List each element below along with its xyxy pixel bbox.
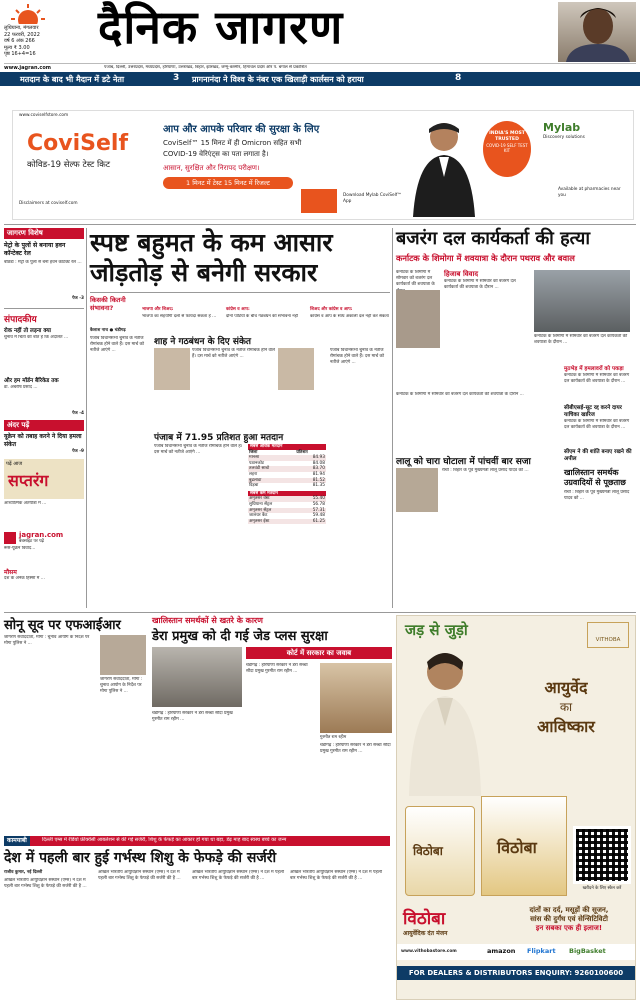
right-story xyxy=(396,228,636,608)
coviself-brand-sub: कोविड-19 सेल्फ टेस्ट किट xyxy=(27,160,111,170)
masthead-portrait xyxy=(558,2,636,62)
top-strip-right[interactable]: प्रागनानंदा ने विश्व के नंबर एक खिलाड़ी कार्लसन को हराया xyxy=(192,75,364,84)
coviself-line3: आसान, सुरक्षित और निरापद परीक्षण। xyxy=(163,164,260,172)
turnout-headline[interactable]: पंजाब में 71.95 प्रतिशत हुआ मतदान xyxy=(154,433,284,443)
politician-photo xyxy=(278,348,314,390)
coviself-line1: CoviSelf™ 15 मिनट में ही Omicron सहित सभी xyxy=(163,139,302,147)
turnout-low-title: सबसे कम मतदान xyxy=(248,491,326,497)
right-headline[interactable]: बजरंग दल कार्यकर्ता की हत्या xyxy=(396,228,590,249)
top-strip-left[interactable]: मतदान के बाद भी मैदान में डटे नेता xyxy=(20,75,125,84)
vithoba-ad[interactable] xyxy=(396,615,636,1000)
divider xyxy=(4,224,636,225)
coviself-disclaimer: Disclaimers at coviself.com xyxy=(19,201,78,206)
jagran-com-text: रूस-यूक्रेन विवाद... xyxy=(4,546,36,552)
table-cell: 81.94 xyxy=(312,471,325,477)
bottom-byline: राजीव कुमार, नई दिल्ली xyxy=(4,870,43,875)
vithoba-tagline: जड़ से जुड़ो xyxy=(405,621,468,639)
masthead xyxy=(0,0,640,62)
lead-point-2 xyxy=(226,295,306,336)
masthead-pages: पृष्ठ 16+4=16 xyxy=(4,51,36,57)
dera-text-3: चंडीगढ़ : हरियाणा सरकार ने डेरा सच्चा सौदा प्रमुख गुरमीत राम रहीम ... xyxy=(320,743,391,755)
bottom-text-4: अखिल भारतीय आयुर्विज्ञान संस्थान (एम्स) ने देश में पहली बार गर्भस्थ शिशु के फेफड़े की सर्जरी की है ... xyxy=(290,870,382,882)
lead-byline: कैलाश नाथ ● चंडीगढ़ xyxy=(90,328,126,333)
vithoba-headline-2: का xyxy=(559,700,573,714)
bottom-strip xyxy=(4,836,390,846)
lead-point-2-title: कांग्रेस व आप: xyxy=(226,307,250,312)
store-amazon[interactable]: amazon xyxy=(487,947,516,955)
weather-header: मौसम xyxy=(4,569,17,577)
ad-model-image xyxy=(409,117,479,217)
editorial-page: पेज -4 xyxy=(72,410,84,416)
masthead-info xyxy=(4,25,94,58)
editions-line: पंजाब, दिल्ली, उत्तरप्रदेश, मध्यप्रदेश, हरियाणा, उत्तराखंड, बिहार, झारखंड, जम्मू-कश्मीर, हिमाचल प्रदेश और प. बंगाल से प्रकाशित xyxy=(104,65,307,70)
table-cell: 55.40 xyxy=(312,496,325,502)
trusted-badge xyxy=(483,121,531,177)
right-body-1: कर्नाटक के शिमोगा में सोमवार को बजरंग दल कार्यकर्ता की शवयात्रा के xyxy=(396,270,435,288)
editions-bar xyxy=(4,63,636,71)
special-text: बठिंडा : मेट्रो के पुलों से बना हवन कांटेक्ट रेल ... xyxy=(4,260,82,265)
table-cell: अमृतसर वेस्ट xyxy=(249,496,270,502)
website-link[interactable]: www.jagran.com xyxy=(4,65,52,71)
masthead-title: दैनिक जागरण xyxy=(98,0,344,54)
lead-point-1 xyxy=(142,295,222,336)
crowd-caption: कर्नाटक के शिमोगा में सोमवार को बजरंग दल कार्यकर्ता की शवयात्रा के दौरान ... xyxy=(534,334,628,346)
vithoba-slogan-2: सांस की दुर्गंध एवं सेन्सिटिविटी xyxy=(530,915,608,923)
masthead-edition: वर्ष 6 अंक 266 xyxy=(4,38,35,44)
right-body-2: कर्नाटक के शिमोगा में सोमवार को बजरंग दल कार्यकर्ता की शवयात्रा के दौरान ... xyxy=(396,392,524,397)
store-bigbasket[interactable]: BigBasket xyxy=(569,947,606,955)
lead-point-3-title: शिअद और कांग्रेस व आप: xyxy=(310,307,353,312)
lalu-text: रांची : बिहार के पूर्व मुख्यमंत्री लालू प्रसाद यादव को ... xyxy=(442,468,529,473)
table-cell: 81.35 xyxy=(312,483,325,489)
lead-body-col4: पंजाब विधानसभा चुनाव के नतीजे रोमांचक होने वाले हैं। दस मार्च को नतीजे आएंगे ... xyxy=(330,348,385,366)
table-cell: लहरा xyxy=(249,471,258,477)
victim-photo xyxy=(396,290,440,348)
lead-point-1-title: भाजपा और शिअद: xyxy=(142,307,174,312)
hijab-box xyxy=(444,270,530,397)
mylab-brand: Mylab xyxy=(543,121,581,134)
khalistan-head[interactable]: खालिस्तान समर्थक उग्रवादियों से पूछताछ xyxy=(564,468,626,487)
lalu-photo xyxy=(396,468,438,512)
lead-body-col3: पंजाब विधानसभा चुनाव के नतीजे रोमांचक होने वाले हैं। दस मार्च को नतीजे आएंगे ... xyxy=(154,444,243,456)
dera-sub: कोर्ट में सरकार का जवाब xyxy=(246,647,392,659)
saptrang-text: आध्यात्मिक अंतर्यात्रा में ... xyxy=(4,500,47,506)
bottom-story xyxy=(4,848,390,1003)
jagran-com-title: jagran.com xyxy=(19,530,64,539)
politician-photo xyxy=(154,348,190,390)
dera-text-2: चंडीगढ़ : हरियाणा सरकार ने डेरा सच्चा सौदा प्रमुख गुरमीत राम रहीम ... xyxy=(246,663,308,675)
bottom-text-3: अखिल भारतीय आयुर्विज्ञान संस्थान (एम्स) ने देश में पहली बार गर्भस्थ शिशु के फेफड़े की सर्जरी की है ... xyxy=(192,870,284,882)
coviself-ad[interactable] xyxy=(12,110,634,220)
turnout-low-table xyxy=(248,496,326,524)
special-page: पेज -3 xyxy=(72,296,84,301)
table-cell: 59.48 xyxy=(312,513,325,519)
table-cell: जालंधर कैंट xyxy=(249,513,268,519)
lead-point-1-text: भाजपा का सहयोगी दलों से फायदा सकता है ... xyxy=(142,314,217,319)
dera-kicker: खालिस्तान समर्थकों से खतरे के कारण xyxy=(152,616,263,625)
sonu-story xyxy=(4,615,149,835)
special-header: जागरण विशेष xyxy=(4,228,84,239)
table-cell: तलवंडी साबो xyxy=(249,466,270,472)
coviself-app[interactable]: Download Mylab CoviSelf™ App xyxy=(343,193,402,204)
lead-point-2-text: दोनों पार्टियों के बीच गठबंधन की संभावना नहीं xyxy=(226,314,298,319)
dera-story xyxy=(152,615,392,835)
sonu-text: जागरण संवाददाता, मोगा : चुनाव आयोग के निर्देश पर मोगा पुलिस ने ... xyxy=(4,635,90,647)
coviself-site: www.coviselfstore.com xyxy=(19,113,69,118)
table-row xyxy=(248,483,326,489)
mylab-sub: Discovery solutions xyxy=(543,135,585,140)
inside-title[interactable]: यूक्रेन को तबाह करने ने दिया हमला संकेत xyxy=(4,433,82,449)
inside-header: अंदर पढ़ें xyxy=(4,420,84,431)
weather-text: देश के अनेक हिस्सों में ... xyxy=(4,576,45,582)
table-cell: दिड़बा xyxy=(249,483,259,489)
table-cell: लुधियाना सेंट्रल xyxy=(249,501,273,507)
jagran-logo-icon xyxy=(4,532,16,544)
editorial-header: संपादकीय xyxy=(4,308,84,325)
table-cell: 83.70 xyxy=(312,466,325,472)
badge-line2: COVID-19 SELF TEST KIT xyxy=(486,143,528,153)
editorial-1-text: चुनाव में चिंता की बात है कि अदालत ... xyxy=(4,334,69,340)
lead-point-3 xyxy=(310,295,390,336)
vithoba-logo: VITHOBA xyxy=(587,622,629,648)
sonu-headline[interactable]: सोनू सूद पर एफआईआर xyxy=(4,618,121,633)
lead-headline-2[interactable]: जोड़तोड़ से बनेगी सरकार xyxy=(90,258,318,287)
table-cell: 84.08 xyxy=(312,460,325,466)
masthead-date: 22 फरवरी, 2022 xyxy=(4,31,40,38)
coviself-kit-box xyxy=(301,189,337,213)
sidebar-title[interactable]: मुठभेड़ में हमलावरों को पकड़ा xyxy=(564,366,624,372)
vithoba-slogan xyxy=(505,906,633,933)
available-note: Available at pharmacies near you xyxy=(558,187,621,198)
saptrang-box[interactable] xyxy=(4,459,84,499)
turnout-high-table xyxy=(248,450,326,489)
vithoba-site[interactable]: www.vithobastore.com xyxy=(401,949,457,954)
sun-logo-icon xyxy=(10,2,46,24)
hijab-head[interactable]: हिजाब विवाद xyxy=(444,270,479,278)
table-cell: पठानकोट xyxy=(249,460,265,466)
dera-text-1: चंडीगढ़ : हरियाणा सरकार ने डेरा सच्चा सौदा प्रमुख गुरमीत राम रहीम ... xyxy=(152,711,233,723)
sidebar-2[interactable]: सीबीएसई-सूट रद्द करने दायर याचिका खारिज xyxy=(564,405,622,418)
table-header-cell: जिला xyxy=(249,449,258,455)
lead-body-col2: पंजाब विधानसभा चुनाव के नतीजे रोमांचक होने वाले हैं। दस मार्च को नतीजे आएंगे ... xyxy=(192,348,276,360)
lead-story xyxy=(90,228,390,608)
table-cell: मानसा xyxy=(249,455,260,461)
sonu-text-2: जागरण संवाददाता, मोगा : चुनाव आयोग के निर्देश पर मोगा पुलिस ने ... xyxy=(100,677,143,695)
hijab-text: कर्नाटक के शिमोगा में सोमवार को बजरंग दल कार्यकर्ता की शवयात्रा के दौरान ... xyxy=(444,279,516,291)
top-strip-left-page: 3 xyxy=(173,73,180,83)
qr-code[interactable] xyxy=(573,826,631,884)
table-cell: 56.78 xyxy=(312,501,325,507)
car-photo xyxy=(152,647,242,707)
bottom-text-1: अखिल भारतीय आयुर्विज्ञान संस्थान (एम्स) ने देश में पहली बार गर्भस्थ शिशु के फेफड़े की सर्जरी की है ... xyxy=(4,878,87,890)
vithoba-product-name: विठोबा xyxy=(403,909,446,929)
table-cell: 81.52 xyxy=(312,477,325,483)
bottom-strip-text[interactable]: दिल्ली एम्स में रेडियो फ्रीक्वेंसी आबलेशन से की गई सर्जरी, शिशु के फेफड़े का आकार हो गया था बड़ा, डेढ़ माह बाद स्वस्थ बच्चे का जन्म xyxy=(42,837,287,843)
vithoba-headline-3: आविष्कार xyxy=(537,717,595,736)
store-bar xyxy=(397,944,635,960)
editorial-1-title[interactable]: रोक नहीं तो लड़ना क्या xyxy=(4,327,52,334)
vithoba-product-sub: आयुर्वेदिक दंत मंजन xyxy=(403,930,448,937)
lead-kicker: किसकी कितनी संभावना? xyxy=(90,296,126,312)
table-cell: बुढलाडा xyxy=(249,477,262,483)
vithoba-enquiry[interactable]: FOR DEALERS & DISTRIBUTORS ENQUIRY: 9260100600 xyxy=(397,966,635,980)
sidebar-text: कर्नाटक के शिमोगा में सोमवार को बजरंग दल कार्यकर्ता की शवयात्रा के दौरान ... xyxy=(564,373,630,385)
table-cell: अमृतसर सेंट्रल xyxy=(249,507,272,513)
vithoba-headline xyxy=(501,676,631,737)
vithoba-slogan-1: दांतों का दर्द, मसूड़ों की सूजन, xyxy=(529,906,609,914)
lead-point-3-text: कांग्रेस व आप के साथ अकाली दल नहीं कर सकता xyxy=(310,314,389,319)
qr-caption: खरीदने के लिए स्कैन करें xyxy=(582,886,622,891)
masthead-city: लुधियाना, मंगलवार xyxy=(4,25,39,31)
left-column xyxy=(4,228,84,608)
bottom-strip-label: कामयाबी xyxy=(4,836,30,846)
bottom-headline[interactable]: देश में पहली बार हुई गर्भस्थ शिशु के फेफड़े की सर्जरी xyxy=(4,850,277,866)
lead-subhead[interactable]: शाह ने गठबंधन के दिए संकेत xyxy=(154,337,251,347)
coviself-line2: COVID-19 वेरिएंट्स का पता लगाता है। xyxy=(163,150,269,158)
turnout-high-title: सबसे अधिक मतदान xyxy=(248,444,326,450)
dera-caption: गुरमीत राम रहीम xyxy=(320,735,347,740)
turnout-table xyxy=(248,444,326,524)
bottom-text-2: अखिल भारतीय आयुर्विज्ञान संस्थान (एम्स) ने देश में पहली बार गर्भस्थ शिशु के फेफड़े की सर्जरी की है ... xyxy=(98,870,181,882)
editorial-2-text: डॉ. अंबरीष प्रसाद ... xyxy=(4,384,38,390)
lead-points xyxy=(90,292,390,326)
lead-headline-1[interactable]: स्पष्ट बहुमत के कम आसार xyxy=(90,228,333,257)
masthead-price: मूल्य ₹ 3.00 xyxy=(4,44,30,51)
sidebar-2-text: कर्नाटक के शिमोगा में सोमवार को बजरंग दल कार्यकर्ता की शवयात्रा के दौरान ... xyxy=(564,419,630,431)
saptrang-title: सप्तरंग xyxy=(8,470,49,490)
vithoba-slogan-3: इन सबका एक ही इलाज! xyxy=(535,924,603,932)
top-strip-right-page: 8 xyxy=(455,73,462,83)
coviself-brand: CoviSelf xyxy=(27,131,129,156)
coviself-headline: आप और आपके परिवार की सुरक्षा के लिए xyxy=(163,124,320,135)
right-sidebar xyxy=(564,366,634,463)
dera-headline[interactable]: डेरा प्रमुख को दी गई जेड प्लस सुरक्षा xyxy=(152,629,328,644)
badge-line1: INDIA'S MOST TRUSTED xyxy=(489,131,525,142)
saptrang-sub: पढ़ें आज xyxy=(6,460,23,467)
table-cell: 57.31 xyxy=(312,507,325,513)
table-cell: अमृतसर ईस्ट xyxy=(249,518,270,524)
product-label-large: विठोबा xyxy=(497,838,537,857)
table-cell: 84.93 xyxy=(312,455,325,461)
product-label-small: विठोबा xyxy=(413,844,443,858)
inside-page: पेज -9 xyxy=(72,449,84,455)
top-news-strip xyxy=(0,72,640,86)
divider xyxy=(86,228,87,608)
special-title[interactable]: मेट्रो के पुलों से बनाया हवन कॉन्टेक्ट रेल xyxy=(4,242,66,257)
sidebar-3[interactable]: सीएम ने की शांति बनाए रखने की अपील xyxy=(564,449,632,462)
coviself-cta-button[interactable]: 1 मिनट में टेस्ट 15 मिनट में रिजल्ट xyxy=(163,177,293,189)
table-header-cell: प्रतिशत xyxy=(296,449,308,455)
editorial-2-title[interactable]: और हम मॉर्डन बैरिकेड तक xyxy=(4,377,59,384)
sonu-photo xyxy=(100,635,146,675)
store-flipkart[interactable]: Flipkart xyxy=(527,947,556,955)
table-row xyxy=(248,519,326,525)
divider xyxy=(392,228,393,608)
vithoba-headline-1: आयुर्वेद xyxy=(544,678,588,697)
right-subhead: कर्नाटक के शिमोगा में शवयात्रा के दौरान पथराव और बवाल xyxy=(396,253,575,263)
ram-rahim-photo xyxy=(320,663,392,733)
lead-body-col1: पंजाब विधानसभा चुनाव के नतीजे रोमांचक होने वाले हैं। दस मार्च को नतीजे आएंगे ... xyxy=(90,336,145,354)
divider xyxy=(4,612,636,613)
crowd-photo xyxy=(534,270,630,332)
table-cell: 61.25 xyxy=(312,518,325,524)
lalu-head[interactable]: लालू को चारा घोटाला में पांचवीं बार सजा xyxy=(396,457,531,467)
ad-model-image xyxy=(405,646,485,796)
jagran-com-sub: बेवसाइट पर पढ़ें xyxy=(19,538,44,544)
jagran-com-promo[interactable] xyxy=(4,531,84,545)
khalistan-text: रांची : बिहार के पूर्व मुख्यमंत्री लालू प्रसाद यादव को ... xyxy=(564,490,630,502)
